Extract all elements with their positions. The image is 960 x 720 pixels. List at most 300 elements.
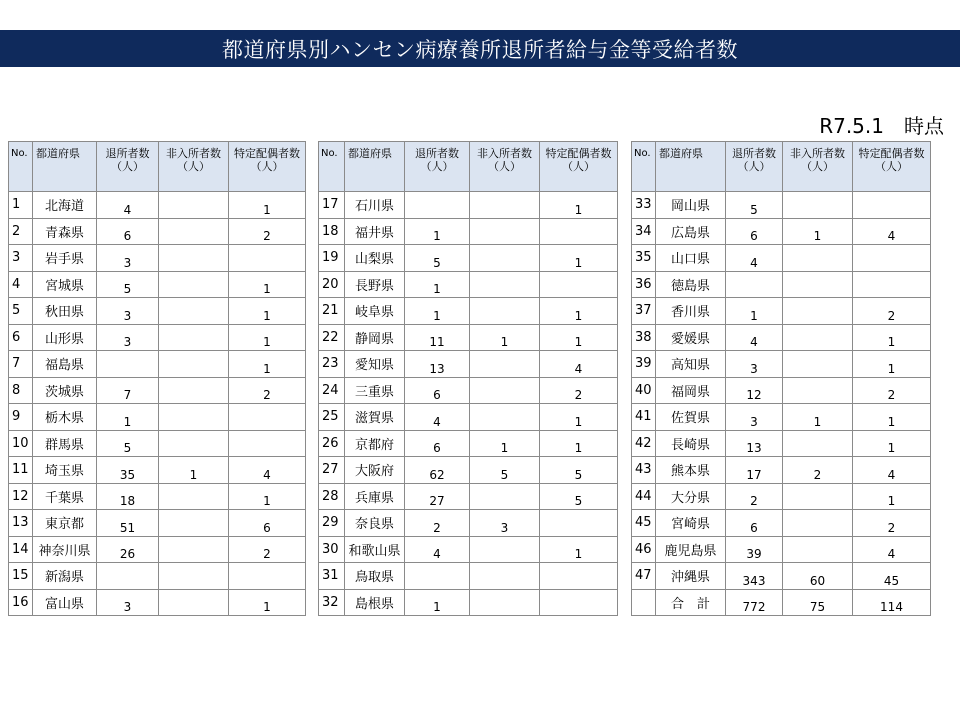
- cell-retirees: 3: [726, 404, 783, 431]
- table-row: [9, 563, 306, 590]
- cell-prefecture: 高知県: [656, 351, 726, 378]
- cell-no: 20: [319, 271, 345, 298]
- cell-prefecture: 静岡県: [345, 324, 405, 351]
- cell-non-residents: [783, 430, 853, 457]
- cell-non-residents: [159, 536, 229, 563]
- cell-prefecture: 山口県: [656, 245, 726, 272]
- cell-retirees: [405, 563, 470, 590]
- cell-no: 11: [9, 457, 33, 484]
- cell-retirees: 6: [97, 218, 159, 245]
- cell-no: 8: [9, 377, 33, 404]
- header-retirees: [726, 142, 783, 192]
- header-non-residents: [470, 142, 540, 192]
- cell-prefecture: 滋賀県: [345, 404, 405, 431]
- cell-prefecture: 富山県: [33, 589, 97, 616]
- cell-specific-spouses: 1: [540, 324, 618, 351]
- cell-non-residents: [159, 351, 229, 378]
- table-row: [9, 430, 306, 457]
- cell-no: 1: [9, 192, 33, 219]
- cell-non-residents: [470, 218, 540, 245]
- cell-no: [632, 589, 656, 616]
- cell-retirees: 6: [726, 218, 783, 245]
- cell-retirees: 13: [726, 430, 783, 457]
- cell-specific-spouses: 1: [853, 483, 931, 510]
- cell-prefecture: 長崎県: [656, 430, 726, 457]
- cell-specific-spouses: 1: [540, 192, 618, 219]
- cell-non-residents: 3: [470, 510, 540, 537]
- table-row: [319, 483, 618, 510]
- cell-specific-spouses: 1: [229, 271, 306, 298]
- cell-non-residents: 5: [470, 457, 540, 484]
- cell-non-residents: [470, 192, 540, 219]
- cell-prefecture: 愛知県: [345, 351, 405, 378]
- cell-non-residents: 1: [783, 404, 853, 431]
- cell-non-residents: [159, 271, 229, 298]
- header-specific-spouses: [853, 142, 931, 192]
- cell-retirees: 343: [726, 563, 783, 590]
- cell-specific-spouses: 1: [540, 430, 618, 457]
- cell-specific-spouses: 1: [540, 245, 618, 272]
- cell-no: 22: [319, 324, 345, 351]
- cell-retirees: 4: [726, 324, 783, 351]
- table-row: [632, 589, 931, 616]
- cell-retirees: 6: [726, 510, 783, 537]
- header-retirees-text: （人）: [737, 160, 771, 173]
- cell-specific-spouses: [853, 192, 931, 219]
- table-row: [319, 377, 618, 404]
- table-row: [9, 192, 306, 219]
- cell-no: 45: [632, 510, 656, 537]
- cell-no: 34: [632, 218, 656, 245]
- header-no-text: No.: [11, 148, 28, 159]
- cell-no: 37: [632, 298, 656, 325]
- table-row: [632, 192, 931, 219]
- header-specific-spouses-text: 特定配偶者数: [545, 147, 612, 160]
- cell-prefecture: 千葉県: [33, 483, 97, 510]
- table-row: [9, 324, 306, 351]
- header-no: [9, 142, 33, 192]
- cell-no: 6: [9, 324, 33, 351]
- header-non-residents-text: 非入所者数: [166, 147, 221, 160]
- cell-prefecture: 長野県: [345, 271, 405, 298]
- cell-non-residents: [470, 563, 540, 590]
- table-row: [632, 245, 931, 272]
- cell-specific-spouses: 2: [540, 377, 618, 404]
- cell-no: 32: [319, 589, 345, 616]
- cell-prefecture: 島根県: [345, 589, 405, 616]
- cell-prefecture: 和歌山県: [345, 536, 405, 563]
- header-row: [319, 142, 618, 192]
- cell-non-residents: [159, 404, 229, 431]
- header-no: [319, 142, 345, 192]
- cell-specific-spouses: 114: [853, 589, 931, 616]
- table-row: [9, 510, 306, 537]
- cell-retirees: 13: [405, 351, 470, 378]
- header-retirees-text: 退所者数: [732, 147, 776, 160]
- cell-specific-spouses: 2: [229, 377, 306, 404]
- cell-retirees: 4: [405, 404, 470, 431]
- cell-specific-spouses: 4: [540, 351, 618, 378]
- cell-specific-spouses: 4: [853, 218, 931, 245]
- header-non-residents-text: （人）: [177, 160, 210, 173]
- table-row: [319, 457, 618, 484]
- table-row: [9, 218, 306, 245]
- table-row: [632, 457, 931, 484]
- cell-prefecture: 岩手県: [33, 245, 97, 272]
- cell-retirees: 18: [97, 483, 159, 510]
- cell-retirees: 3: [97, 324, 159, 351]
- cell-no: 30: [319, 536, 345, 563]
- table-row: [632, 536, 931, 563]
- table-row: [632, 351, 931, 378]
- cell-specific-spouses: 1: [229, 324, 306, 351]
- cell-specific-spouses: 4: [853, 457, 931, 484]
- cell-specific-spouses: 1: [229, 483, 306, 510]
- header-specific-spouses: [229, 142, 306, 192]
- cell-prefecture: 徳島県: [656, 271, 726, 298]
- cell-prefecture: 福岡県: [656, 377, 726, 404]
- table-row: [9, 536, 306, 563]
- cell-specific-spouses: [229, 430, 306, 457]
- table-row: [632, 298, 931, 325]
- cell-specific-spouses: [229, 404, 306, 431]
- cell-retirees: 4: [405, 536, 470, 563]
- header-non-residents-text: 非入所者数: [477, 147, 532, 160]
- cell-retirees: 39: [726, 536, 783, 563]
- cell-prefecture: 北海道: [33, 192, 97, 219]
- cell-no: 15: [9, 563, 33, 590]
- cell-specific-spouses: 2: [853, 510, 931, 537]
- table-row: [9, 589, 306, 616]
- header-prefecture: [345, 142, 405, 192]
- cell-non-residents: [159, 563, 229, 590]
- cell-specific-spouses: [229, 563, 306, 590]
- table-row: [319, 245, 618, 272]
- table-prefectures-1: [8, 141, 306, 616]
- cell-no: 39: [632, 351, 656, 378]
- cell-non-residents: 1: [470, 430, 540, 457]
- cell-no: 42: [632, 430, 656, 457]
- cell-non-residents: [470, 483, 540, 510]
- header-no: [632, 142, 656, 192]
- cell-prefecture: 山形県: [33, 324, 97, 351]
- cell-prefecture: 香川県: [656, 298, 726, 325]
- table-row: [632, 377, 931, 404]
- table-row: [319, 404, 618, 431]
- table-row: [319, 510, 618, 537]
- cell-no: 43: [632, 457, 656, 484]
- cell-specific-spouses: 45: [853, 563, 931, 590]
- cell-specific-spouses: 2: [853, 377, 931, 404]
- as-of-date: R7.5.1 時点: [819, 114, 944, 138]
- cell-retirees: 3: [97, 245, 159, 272]
- header-non-residents: [159, 142, 229, 192]
- cell-specific-spouses: 1: [540, 536, 618, 563]
- table-row: [319, 192, 618, 219]
- cell-specific-spouses: 5: [540, 483, 618, 510]
- cell-non-residents: [783, 483, 853, 510]
- cell-non-residents: [470, 536, 540, 563]
- cell-specific-spouses: 1: [540, 298, 618, 325]
- cell-specific-spouses: [540, 510, 618, 537]
- cell-retirees: 27: [405, 483, 470, 510]
- cell-prefecture: 神奈川県: [33, 536, 97, 563]
- cell-prefecture: 青森県: [33, 218, 97, 245]
- table-row: [319, 271, 618, 298]
- cell-no: 31: [319, 563, 345, 590]
- header-no-text: No.: [321, 148, 338, 159]
- cell-retirees: 7: [97, 377, 159, 404]
- header-specific-spouses-text: （人）: [250, 160, 284, 173]
- cell-non-residents: [783, 245, 853, 272]
- table-row: [319, 351, 618, 378]
- cell-prefecture: 沖縄県: [656, 563, 726, 590]
- cell-specific-spouses: 1: [229, 589, 306, 616]
- cell-prefecture: 山梨県: [345, 245, 405, 272]
- cell-specific-spouses: 1: [853, 404, 931, 431]
- cell-retirees: [97, 563, 159, 590]
- table-row: [9, 483, 306, 510]
- cell-retirees: [726, 271, 783, 298]
- cell-prefecture: 愛媛県: [656, 324, 726, 351]
- cell-specific-spouses: [540, 271, 618, 298]
- header-row: [9, 142, 306, 192]
- cell-retirees: 4: [97, 192, 159, 219]
- cell-no: 38: [632, 324, 656, 351]
- cell-no: 9: [9, 404, 33, 431]
- header-non-residents-text: （人）: [801, 160, 834, 173]
- header-non-residents-text: 非入所者数: [790, 147, 845, 160]
- table-prefectures-2: [318, 141, 618, 616]
- cell-retirees: 12: [726, 377, 783, 404]
- cell-retirees: 3: [97, 298, 159, 325]
- cell-prefecture: 大分県: [656, 483, 726, 510]
- cell-specific-spouses: 1: [853, 324, 931, 351]
- table-row: [9, 245, 306, 272]
- cell-non-residents: 1: [159, 457, 229, 484]
- cell-prefecture: 福島県: [33, 351, 97, 378]
- table-row: [9, 351, 306, 378]
- cell-no: 28: [319, 483, 345, 510]
- cell-non-residents: [159, 483, 229, 510]
- cell-retirees: 5: [97, 430, 159, 457]
- table-row: [632, 404, 931, 431]
- cell-retirees: 35: [97, 457, 159, 484]
- cell-prefecture: 熊本県: [656, 457, 726, 484]
- cell-non-residents: [159, 589, 229, 616]
- cell-non-residents: [159, 377, 229, 404]
- cell-non-residents: [783, 324, 853, 351]
- cell-non-residents: 1: [470, 324, 540, 351]
- cell-specific-spouses: [853, 271, 931, 298]
- cell-specific-spouses: 1: [229, 298, 306, 325]
- cell-non-residents: [470, 245, 540, 272]
- cell-retirees: [405, 192, 470, 219]
- cell-prefecture: 宮崎県: [656, 510, 726, 537]
- cell-no: 26: [319, 430, 345, 457]
- table-row: [319, 589, 618, 616]
- cell-specific-spouses: [540, 218, 618, 245]
- cell-no: 17: [319, 192, 345, 219]
- cell-prefecture: 埼玉県: [33, 457, 97, 484]
- table-row: [319, 430, 618, 457]
- cell-specific-spouses: 1: [540, 404, 618, 431]
- cell-prefecture: 三重県: [345, 377, 405, 404]
- header-prefecture-text: 都道府県: [348, 147, 392, 160]
- title-bar: [0, 30, 960, 67]
- cell-prefecture: 鳥取県: [345, 563, 405, 590]
- cell-prefecture: 佐賀県: [656, 404, 726, 431]
- cell-specific-spouses: [540, 589, 618, 616]
- cell-non-residents: [470, 404, 540, 431]
- table-row: [632, 430, 931, 457]
- cell-prefecture: 石川県: [345, 192, 405, 219]
- cell-prefecture: 広島県: [656, 218, 726, 245]
- header-retirees-text: 退所者数: [415, 147, 459, 160]
- cell-non-residents: [783, 298, 853, 325]
- cell-retirees: 6: [405, 430, 470, 457]
- header-specific-spouses-text: 特定配偶者数: [234, 147, 300, 160]
- table-prefectures-3: [631, 141, 931, 616]
- cell-no: 33: [632, 192, 656, 219]
- table-row: [632, 510, 931, 537]
- cell-no: 41: [632, 404, 656, 431]
- cell-non-residents: [470, 589, 540, 616]
- cell-retirees: 3: [97, 589, 159, 616]
- cell-non-residents: [783, 351, 853, 378]
- cell-retirees: 5: [97, 271, 159, 298]
- cell-retirees: 1: [726, 298, 783, 325]
- cell-no: 10: [9, 430, 33, 457]
- header-retirees-text: （人）: [420, 160, 454, 173]
- cell-retirees: 2: [726, 483, 783, 510]
- cell-no: 14: [9, 536, 33, 563]
- cell-prefecture: 宮城県: [33, 271, 97, 298]
- header-no-text: No.: [634, 148, 651, 159]
- cell-prefecture: 兵庫県: [345, 483, 405, 510]
- cell-retirees: 17: [726, 457, 783, 484]
- cell-retirees: 2: [405, 510, 470, 537]
- cell-specific-spouses: 4: [853, 536, 931, 563]
- cell-specific-spouses: 1: [853, 430, 931, 457]
- cell-retirees: 26: [97, 536, 159, 563]
- cell-non-residents: [159, 510, 229, 537]
- cell-non-residents: [470, 271, 540, 298]
- cell-retirees: 6: [405, 377, 470, 404]
- table-row: [319, 536, 618, 563]
- table-row: [9, 404, 306, 431]
- cell-no: 23: [319, 351, 345, 378]
- cell-retirees: 4: [726, 245, 783, 272]
- cell-retirees: 1: [97, 404, 159, 431]
- header-non-residents-text: （人）: [488, 160, 521, 173]
- cell-no: 40: [632, 377, 656, 404]
- cell-specific-spouses: 2: [229, 536, 306, 563]
- cell-specific-spouses: [540, 563, 618, 590]
- cell-no: 18: [319, 218, 345, 245]
- cell-no: 46: [632, 536, 656, 563]
- cell-non-residents: [783, 536, 853, 563]
- cell-non-residents: [783, 510, 853, 537]
- cell-no: 29: [319, 510, 345, 537]
- table-row: [632, 324, 931, 351]
- cell-non-residents: [159, 324, 229, 351]
- table-row: [319, 298, 618, 325]
- cell-no: 47: [632, 563, 656, 590]
- cell-retirees: 1: [405, 218, 470, 245]
- header-retirees: [405, 142, 470, 192]
- cell-no: 35: [632, 245, 656, 272]
- cell-specific-spouses: 1: [229, 351, 306, 378]
- cell-specific-spouses: 1: [229, 192, 306, 219]
- cell-specific-spouses: 6: [229, 510, 306, 537]
- cell-retirees: 1: [405, 589, 470, 616]
- table-row: [632, 483, 931, 510]
- cell-no: 16: [9, 589, 33, 616]
- cell-prefecture: 京都府: [345, 430, 405, 457]
- cell-no: 44: [632, 483, 656, 510]
- table-row: [632, 271, 931, 298]
- cell-non-residents: [783, 192, 853, 219]
- cell-retirees: 51: [97, 510, 159, 537]
- cell-specific-spouses: 2: [853, 298, 931, 325]
- header-prefecture-text: 都道府県: [659, 147, 703, 160]
- header-prefecture-text: 都道府県: [36, 147, 80, 160]
- cell-retirees: 11: [405, 324, 470, 351]
- table-row: [9, 298, 306, 325]
- header-specific-spouses-text: （人）: [875, 160, 908, 173]
- cell-no: 27: [319, 457, 345, 484]
- cell-no: 5: [9, 298, 33, 325]
- cell-non-residents: [470, 377, 540, 404]
- cell-non-residents: [783, 377, 853, 404]
- cell-prefecture: 茨城県: [33, 377, 97, 404]
- table-row: [319, 563, 618, 590]
- cell-specific-spouses: [853, 245, 931, 272]
- cell-no: 24: [319, 377, 345, 404]
- cell-prefecture: 岐阜県: [345, 298, 405, 325]
- cell-non-residents: 1: [783, 218, 853, 245]
- cell-no: 3: [9, 245, 33, 272]
- cell-prefecture: 秋田県: [33, 298, 97, 325]
- cell-specific-spouses: 2: [229, 218, 306, 245]
- cell-non-residents: [470, 298, 540, 325]
- header-retirees-text: （人）: [111, 160, 144, 173]
- cell-no: 36: [632, 271, 656, 298]
- header-retirees-text: 退所者数: [105, 147, 150, 160]
- cell-non-residents: [783, 271, 853, 298]
- table-row: [9, 377, 306, 404]
- page-title: 都道府県別ハンセン病療養所退所者給与金等受給者数: [222, 37, 738, 62]
- cell-non-residents: 2: [783, 457, 853, 484]
- table-row: [319, 324, 618, 351]
- cell-non-residents: 75: [783, 589, 853, 616]
- cell-retirees: 62: [405, 457, 470, 484]
- cell-prefecture: 東京都: [33, 510, 97, 537]
- cell-retirees: 772: [726, 589, 783, 616]
- cell-no: 2: [9, 218, 33, 245]
- cell-non-residents: 60: [783, 563, 853, 590]
- cell-no: 19: [319, 245, 345, 272]
- cell-specific-spouses: [229, 245, 306, 272]
- table-row: [319, 218, 618, 245]
- header-specific-spouses-text: （人）: [562, 160, 595, 173]
- table-row: [632, 218, 931, 245]
- header-row: [632, 142, 931, 192]
- cell-retirees: 1: [405, 298, 470, 325]
- cell-specific-spouses: 4: [229, 457, 306, 484]
- header-specific-spouses: [540, 142, 618, 192]
